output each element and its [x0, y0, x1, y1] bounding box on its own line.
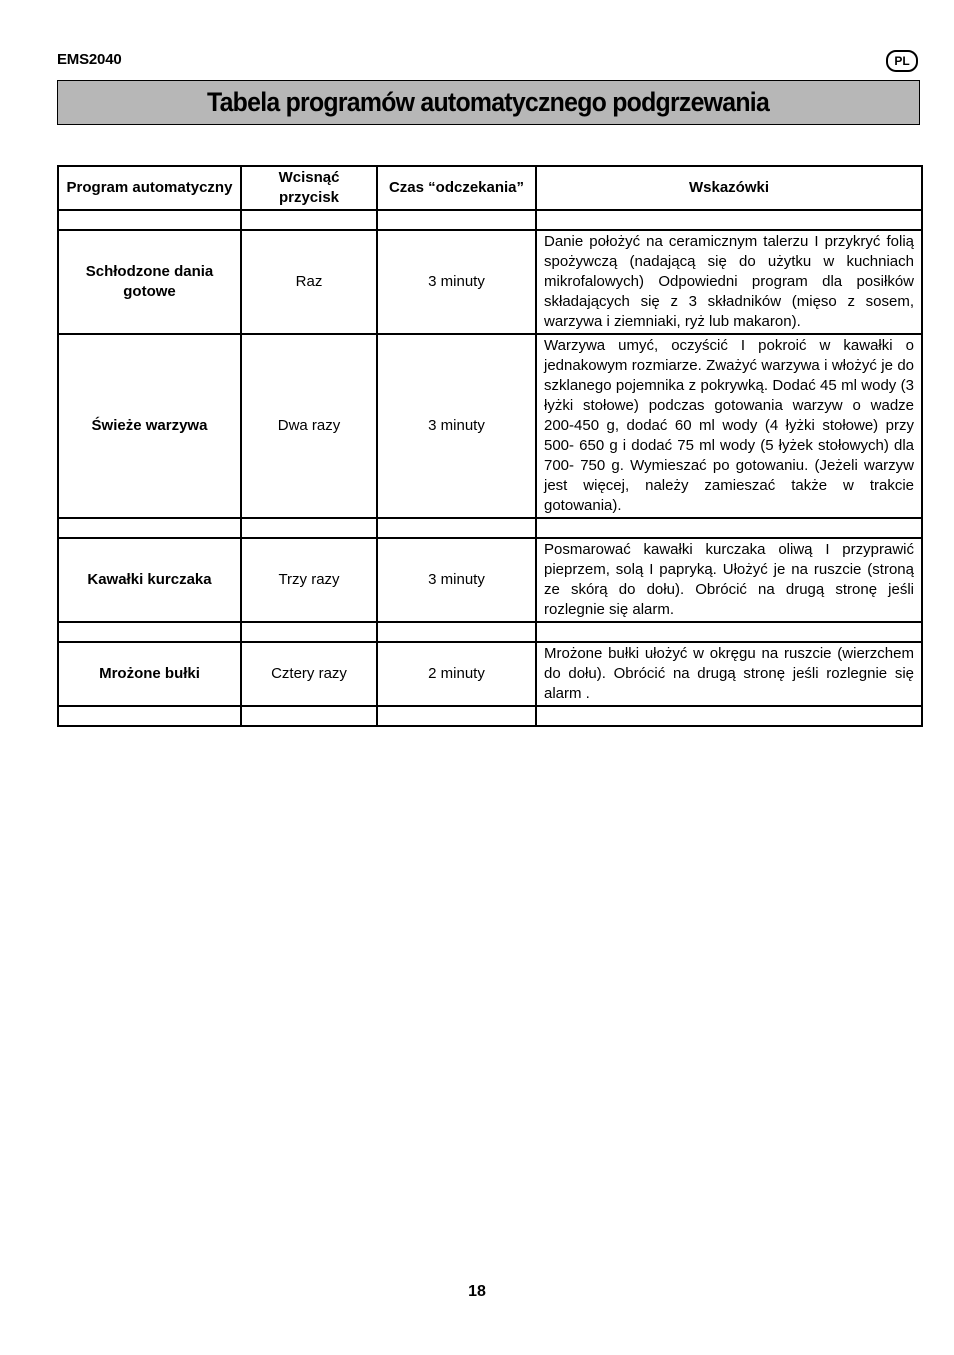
press-count: Dwa razy — [241, 334, 377, 518]
program-name: Schłodzone dania gotowe — [58, 230, 241, 334]
column-header-program: Program automatyczny — [58, 166, 241, 210]
column-header-press: Wcisnąć przycisk — [241, 166, 377, 210]
title-bar — [57, 80, 920, 125]
wait-time: 3 minuty — [377, 334, 536, 518]
wait-time: 2 minuty — [377, 642, 536, 706]
program-table — [57, 165, 923, 727]
press-count: Cztery razy — [241, 642, 377, 706]
table-header-row — [58, 166, 922, 210]
tips: Posmarować kawałki kurczaka oliwą I przyprawić pieprzem, solą I papryką. Ułożyć je na ruszcie (stroną ze skórą do dołu). Obrócić na drugą stronę jeśli rozlegnie się alarm. — [536, 538, 922, 622]
tips: Warzywa umyć, oczyścić I pokroić w kawałki o jednakowym rozmiarze. Zważyć warzywa i włożyć je do szklanego pojemnika z pokrywką. Dodać 45 ml wody (3 łyżki stołowe) podczas gotowania warzyw o wadze 200-450 g, dodać 60 ml wody (4 łyżki stołowe) przy 500- 650 g i dodać 75 ml wody (5 łyżek stołowych) dla 700- 750 g. Wymieszać po gotowaniu. (Jeżeli warzyw jest więcej, należy zamieszać także w trakcie gotowania). — [536, 334, 922, 518]
press-count: Raz — [241, 230, 377, 334]
table-row — [58, 334, 922, 518]
wait-time: 3 minuty — [377, 230, 536, 334]
table-row — [58, 538, 922, 622]
press-count: Trzy razy — [241, 538, 377, 622]
program-name: Kawałki kurczaka — [58, 538, 241, 622]
page-title: Tabela programów automatycznego podgrzewania — [207, 87, 770, 117]
table-row — [58, 230, 922, 334]
spacer-row — [58, 518, 922, 538]
column-header-tips: Wskazówki — [536, 166, 922, 210]
spacer-row — [58, 210, 922, 230]
program-name: Mrożone bułki — [58, 642, 241, 706]
model-number: EMS2040 — [57, 51, 122, 68]
column-header-wait-time: Czas “odczekania” — [377, 166, 536, 210]
wait-time: 3 minuty — [377, 538, 536, 622]
spacer-row — [58, 706, 922, 726]
tips: Mrożone bułki ułożyć w okręgu na ruszcie (wierzchem do dołu). Obrócić na drugą stronę jeśli rozlegnie się alarm . — [536, 642, 922, 706]
page-number: 18 — [468, 1283, 486, 1300]
program-name: Świeże warzywa — [58, 334, 241, 518]
table-row — [58, 642, 922, 706]
language-badge: PL — [886, 50, 918, 72]
spacer-row — [58, 622, 922, 642]
tips: Danie położyć na ceramicznym talerzu I przykryć folią spożywczą (nadającą się do użytku w kuchniach mikrofalowych) Odpowiedni program dla posiłków składających się z 3 składników (mięso z sosem, warzywa i ziemniaki, ryż lub makaron). — [536, 230, 922, 334]
